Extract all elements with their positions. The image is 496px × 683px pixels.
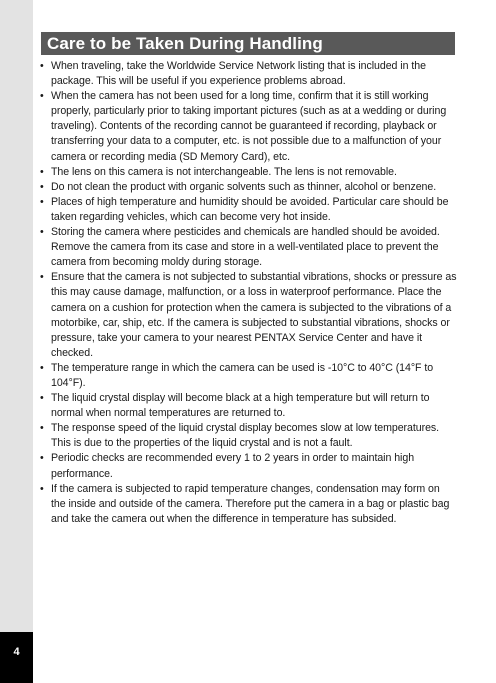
- list-item-text: The liquid crystal display will become black at a high temperature but will return to normal when normal temperatures are returned to.: [51, 392, 430, 420]
- list-item-text: When traveling, take the Worldwide Service Network listing that is included in the package. This will be useful if you experience problems abroad.: [51, 60, 426, 88]
- page-number: 4: [13, 646, 20, 658]
- list-item: [40, 270, 457, 361]
- list-item: [40, 195, 457, 225]
- bullet-icon: •: [40, 180, 44, 193]
- bullet-icon: •: [40, 90, 44, 103]
- list-item-text: The temperature range in which the camera can be used is -10°C to 40°C (14°F to 104°F).: [51, 361, 434, 389]
- list-item-text: Storing the camera where pesticides and chemicals are handled should be avoided. Remove the camera from its case and store in a well-ventilated place to prevent the camera from becoming moldy during storage.: [51, 226, 440, 269]
- list-item: [40, 180, 457, 195]
- list-item-text: The response speed of the liquid crystal display becomes slow at low temperatures. This is due to the properties of the liquid crystal and is not a fault.: [51, 422, 440, 450]
- list-item: [40, 89, 457, 164]
- bullet-icon: •: [40, 422, 44, 435]
- bullet-icon: •: [40, 60, 44, 72]
- bullet-icon: •: [40, 452, 44, 465]
- bullet-icon: •: [40, 195, 44, 208]
- bullet-icon: •: [40, 226, 44, 239]
- list-item: [40, 391, 457, 421]
- list-item: [40, 482, 457, 527]
- list-item: [40, 225, 457, 270]
- list-item-text: The lens on this camera is not interchangeable. The lens is not removable.: [51, 165, 397, 178]
- list-item-text: If the camera is subjected to rapid temperature changes, condensation may form on the inside and outside of the camera. Therefore put the camera in a bag or plastic bag and take the camera out when the difference in temperature has subsided.: [51, 482, 450, 525]
- bullet-icon: •: [40, 482, 44, 495]
- list-item-text: Do not clean the product with organic solvents such as thinner, alcohol or benzene.: [51, 180, 437, 193]
- page-number-tab: [0, 632, 33, 683]
- list-item-text: Places of high temperature and humidity should be avoided. Particular care should be taken regarding vehicles, which can become very hot inside.: [51, 195, 449, 223]
- bullet-icon: •: [40, 392, 44, 405]
- list-item: [40, 59, 457, 89]
- list-item: [40, 451, 457, 481]
- list-item: [40, 421, 457, 451]
- section-header: [41, 32, 455, 55]
- list-item-text: Ensure that the camera is not subjected to substantial vibrations, shocks or pressure as this may cause damage, malfunction, or a loss in waterproof performance. Place the camera on a cushion for protection when the camera is subjected to the vibrations of a motorbike, car, ship, etc. If the camera is subjected to substantial vibrations, shocks or pressure, take your camera to your nearest PENTAX Service Center and have it checked.: [51, 271, 457, 359]
- list-item-text: Periodic checks are recommended every 1 to 2 years in order to maintain high performance.: [51, 452, 415, 480]
- section-title: Care to be Taken During Handling: [47, 34, 323, 53]
- list-item-text: When the camera has not been used for a long time, confirm that it is still working properly, particularly prior to taking important pictures (such as at a wedding or during traveling). Contents of the recording cannot be guaranteed if recording, playback or transferring your data to a computer, etc. is not possible due to a malfunction of your camera or recording media (SD Memory Card), etc.: [51, 90, 447, 163]
- side-margin-bar: [0, 0, 33, 683]
- bullet-icon: •: [40, 361, 44, 374]
- care-bullet-list: [40, 59, 457, 527]
- list-item: [40, 165, 457, 180]
- bullet-icon: •: [40, 165, 44, 178]
- bullet-icon: •: [40, 271, 44, 284]
- list-item: [40, 361, 457, 391]
